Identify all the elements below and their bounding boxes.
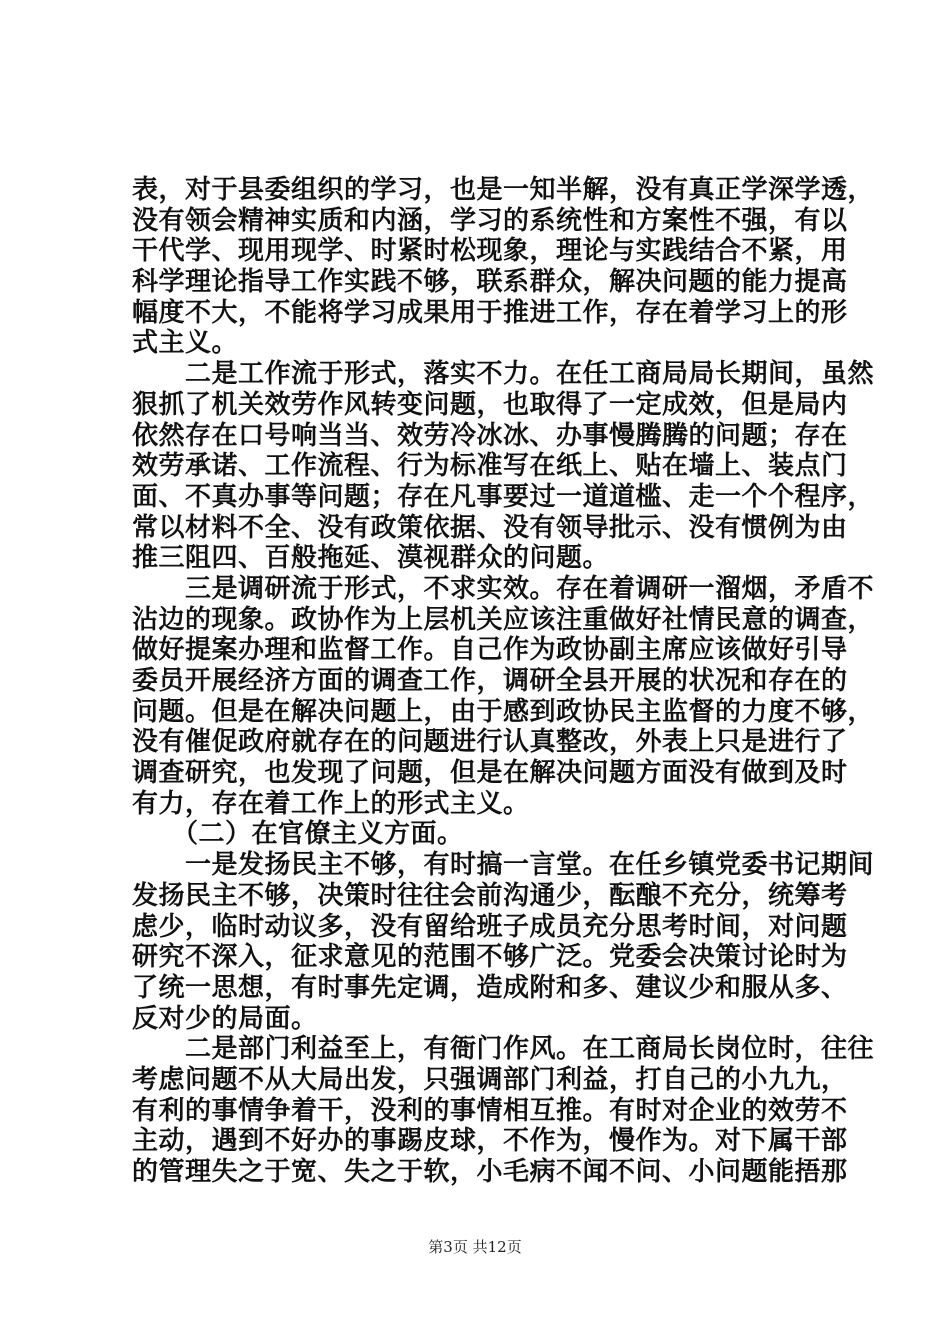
text-line: 主动，遇到不好办的事踢皮球，不作为，慢作为。对下属干部 bbox=[132, 1126, 848, 1157]
text-line: 一是发扬民主不够，有时搞一言堂。在任乡镇党委书记期间 bbox=[132, 850, 875, 881]
text-line: 三是调研流于形式，不求实效。存在着调研一溜烟，矛盾不 bbox=[132, 573, 875, 604]
text-line: 干代学、现用现学、时紧时松现象，理论与实践结合不紧，用 bbox=[132, 236, 848, 267]
text-line: 二是工作流于形式，落实不力。在任工商局局长期间，虽然 bbox=[132, 359, 875, 390]
text-line: 没有领会精神实质和内涵，学习的系统性和方案性不强，有以 bbox=[132, 205, 848, 236]
text-line: 虑少，临时动议多，没有留给班子成员充分思考时间，对问题 bbox=[132, 911, 848, 942]
text-line: 调查研究，也发现了问题，但是在解决问题方面没有做到及时 bbox=[132, 758, 848, 789]
section-heading: （二）在官僚主义方面。 bbox=[132, 819, 464, 850]
text-line: 有力，存在着工作上的形式主义。 bbox=[132, 788, 530, 819]
text-line: 问题。但是在解决问题上，由于感到政协民主监督的力度不够， bbox=[132, 696, 875, 727]
text-line: 幅度不大，不能将学习成果用于推进工作，存在着学习上的形 bbox=[132, 297, 848, 328]
text-line: 面、不真办事等问题；存在凡事要过一道道槛、走一个个程序， bbox=[132, 481, 875, 512]
text-line: 常以材料不全、没有政策依据、没有领导批示、没有惯例为由 bbox=[132, 512, 848, 543]
text-line: 狠抓了机关效劳作风转变问题，也取得了一定成效，但是局内 bbox=[132, 389, 848, 420]
text-line: 效劳承诺、工作流程、行为标准写在纸上、贴在墙上、装点门 bbox=[132, 451, 848, 482]
text-line: 委员开展经济方面的调查工作，调研全县开展的状况和存在的 bbox=[132, 666, 848, 696]
text-line: 式主义。 bbox=[132, 328, 239, 359]
text-line: 了统一思想，有时事先定调，造成附和多、建议少和服从多、 bbox=[132, 972, 848, 1003]
text-line: 有利的事情争着干，没利的事情相互推。有时对企业的效劳不 bbox=[132, 1095, 848, 1126]
text-line: 发扬民主不够，决策时往往会前沟通少，酝酿不充分，统筹考 bbox=[132, 880, 848, 911]
text-line: 沾边的现象。政协作为上层机关应该注重做好社情民意的调查， bbox=[132, 604, 875, 635]
text-line: 的管理失之于宽、失之于软，小毛病不闻不问、小问题能捂那 bbox=[132, 1157, 848, 1187]
text-line: 研究不深入，征求意见的范围不够广泛。党委会决策讨论时为 bbox=[132, 942, 848, 973]
text-line: 推三阻四、百般拖延、漠视群众的问题。 bbox=[132, 543, 610, 574]
body-text bbox=[132, 175, 875, 1188]
page-number-footer: 第3页 共12页 bbox=[428, 1238, 522, 1256]
text-line: 没有催促政府就存在的问题进行认真整改，外表上只是进行了 bbox=[132, 727, 848, 758]
text-line: 依然存在口号响当当、效劳冷冰冰、办事慢腾腾的问题；存在 bbox=[132, 420, 848, 451]
text-line: 表，对于县委组织的学习，也是一知半解，没有真正学深学透， bbox=[132, 175, 875, 205]
text-line: 二是部门利益至上，有衙门作风。在工商局长岗位时，往往 bbox=[132, 1034, 875, 1065]
text-line: 考虑问题不从大局出发，只强调部门利益，打自己的小九九， bbox=[132, 1064, 848, 1095]
text-line: 做好提案办理和监督工作。自己作为政协副主席应该做好引导 bbox=[132, 635, 848, 666]
text-line: 科学理论指导工作实践不够，联系群众，解决问题的能力提高 bbox=[132, 267, 848, 298]
text-line: 反对少的局面。 bbox=[132, 1003, 318, 1034]
